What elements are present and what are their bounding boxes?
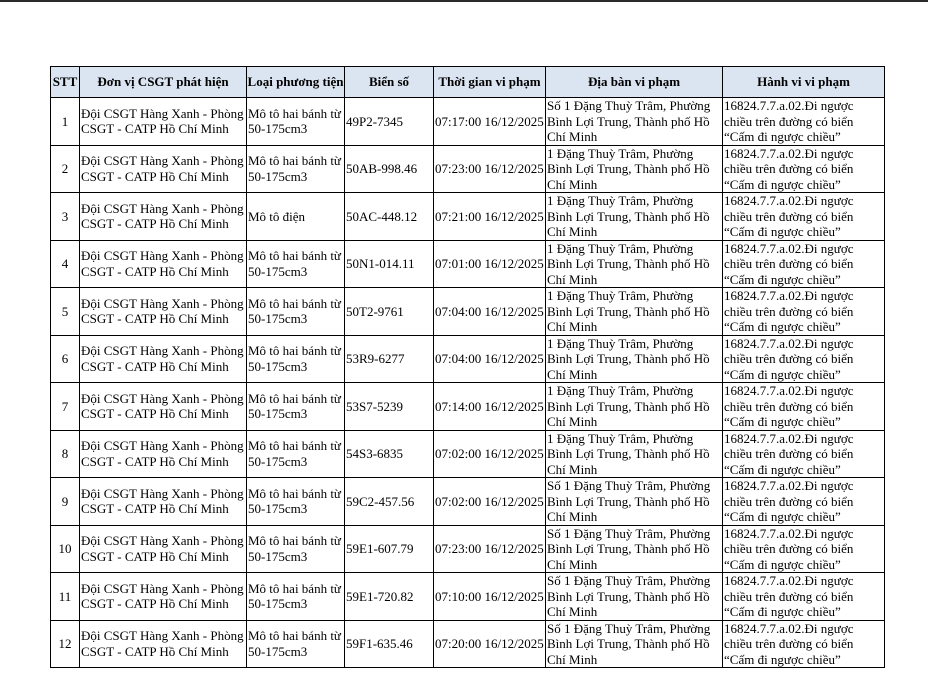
header-plate: Biển số xyxy=(345,67,434,98)
cell-time: 07:23:00 16/12/2025 xyxy=(434,525,546,573)
cell-act: 16824.7.7.a.02.Đi ngược chiều trên đường có biển “Cấm đi ngược chiều” xyxy=(723,240,885,288)
cell-time: 07:23:00 16/12/2025 xyxy=(434,145,546,193)
cell-act: 16824.7.7.a.02.Đi ngược chiều trên đường có biển “Cấm đi ngược chiều” xyxy=(723,335,885,383)
cell-plate: 53S7-5239 xyxy=(345,383,434,431)
cell-vehicle: Mô tô hai bánh từ 50-175cm3 xyxy=(247,98,345,146)
table-row xyxy=(51,383,885,431)
cell-stt: 2 xyxy=(51,145,80,193)
cell-stt: 8 xyxy=(51,430,80,478)
header-vehicle: Loại phương tiện xyxy=(247,67,345,98)
violations-table xyxy=(50,66,885,668)
cell-plate: 59F1-635.46 xyxy=(345,620,434,668)
cell-time: 07:01:00 16/12/2025 xyxy=(434,240,546,288)
cell-time: 07:10:00 16/12/2025 xyxy=(434,573,546,621)
header-row xyxy=(51,67,885,98)
cell-time: 07:17:00 16/12/2025 xyxy=(434,98,546,146)
header-place: Địa bàn vi phạm xyxy=(546,67,723,98)
cell-vehicle: Mô tô điện xyxy=(247,193,345,241)
cell-plate: 50N1-014.11 xyxy=(345,240,434,288)
cell-vehicle: Mô tô hai bánh từ 50-175cm3 xyxy=(247,525,345,573)
cell-place: 1 Đặng Thuỳ Trâm, Phường Bình Lợi Trung, Thành phố Hồ Chí Minh xyxy=(546,335,723,383)
cell-unit: Đội CSGT Hàng Xanh - Phòng CSGT - CATP Hồ Chí Minh xyxy=(80,383,247,431)
header-unit: Đơn vị CSGT phát hiện xyxy=(80,67,247,98)
cell-place: 1 Đặng Thuỳ Trâm, Phường Bình Lợi Trung, Thành phố Hồ Chí Minh xyxy=(546,288,723,336)
cell-unit: Đội CSGT Hàng Xanh - Phòng CSGT - CATP Hồ Chí Minh xyxy=(80,335,247,383)
cell-place: 1 Đặng Thuỳ Trâm, Phường Bình Lợi Trung, Thành phố Hồ Chí Minh xyxy=(546,430,723,478)
cell-plate: 54S3-6835 xyxy=(345,430,434,478)
cell-time: 07:02:00 16/12/2025 xyxy=(434,478,546,526)
cell-vehicle: Mô tô hai bánh từ 50-175cm3 xyxy=(247,145,345,193)
cell-place: Số 1 Đặng Thuỳ Trâm, Phường Bình Lợi Trung, Thành phố Hồ Chí Minh xyxy=(546,525,723,573)
cell-stt: 5 xyxy=(51,288,80,336)
table-row xyxy=(51,525,885,573)
cell-time: 07:20:00 16/12/2025 xyxy=(434,620,546,668)
header-time: Thời gian vi phạm xyxy=(434,67,546,98)
cell-place: 1 Đặng Thuỳ Trâm, Phường Bình Lợi Trung, Thành phố Hồ Chí Minh xyxy=(546,145,723,193)
cell-place: Số 1 Đặng Thuỳ Trâm, Phường Bình Lợi Trung, Thành phố Hồ Chí Minh xyxy=(546,620,723,668)
table-row xyxy=(51,193,885,241)
cell-unit: Đội CSGT Hàng Xanh - Phòng CSGT - CATP Hồ Chí Minh xyxy=(80,240,247,288)
cell-stt: 11 xyxy=(51,573,80,621)
cell-stt: 6 xyxy=(51,335,80,383)
cell-time: 07:04:00 16/12/2025 xyxy=(434,335,546,383)
cell-vehicle: Mô tô hai bánh từ 50-175cm3 xyxy=(247,240,345,288)
cell-place: Số 1 Đặng Thuỳ Trâm, Phường Bình Lợi Trung, Thành phố Hồ Chí Minh xyxy=(546,98,723,146)
cell-stt: 1 xyxy=(51,98,80,146)
cell-plate: 50AC-448.12 xyxy=(345,193,434,241)
cell-plate: 49P2-7345 xyxy=(345,98,434,146)
cell-unit: Đội CSGT Hàng Xanh - Phòng CSGT - CATP Hồ Chí Minh xyxy=(80,573,247,621)
table-row xyxy=(51,573,885,621)
cell-act: 16824.7.7.a.02.Đi ngược chiều trên đường có biển “Cấm đi ngược chiều” xyxy=(723,620,885,668)
cell-stt: 12 xyxy=(51,620,80,668)
table-header xyxy=(51,67,885,98)
table-row xyxy=(51,98,885,146)
cell-time: 07:04:00 16/12/2025 xyxy=(434,288,546,336)
cell-plate: 59C2-457.56 xyxy=(345,478,434,526)
table-row xyxy=(51,288,885,336)
cell-vehicle: Mô tô hai bánh từ 50-175cm3 xyxy=(247,478,345,526)
top-border-line xyxy=(0,0,928,2)
table-row xyxy=(51,335,885,383)
cell-unit: Đội CSGT Hàng Xanh - Phòng CSGT - CATP Hồ Chí Minh xyxy=(80,478,247,526)
cell-plate: 50T2-9761 xyxy=(345,288,434,336)
cell-plate: 59E1-607.79 xyxy=(345,525,434,573)
cell-stt: 9 xyxy=(51,478,80,526)
cell-act: 16824.7.7.a.02.Đi ngược chiều trên đường có biển “Cấm đi ngược chiều” xyxy=(723,193,885,241)
table-row xyxy=(51,620,885,668)
cell-stt: 3 xyxy=(51,193,80,241)
cell-time: 07:02:00 16/12/2025 xyxy=(434,430,546,478)
cell-vehicle: Mô tô hai bánh từ 50-175cm3 xyxy=(247,335,345,383)
cell-act: 16824.7.7.a.02.Đi ngược chiều trên đường có biển “Cấm đi ngược chiều” xyxy=(723,573,885,621)
table-row xyxy=(51,430,885,478)
cell-unit: Đội CSGT Hàng Xanh - Phòng CSGT - CATP Hồ Chí Minh xyxy=(80,430,247,478)
table-row xyxy=(51,240,885,288)
cell-plate: 53R9-6277 xyxy=(345,335,434,383)
cell-stt: 4 xyxy=(51,240,80,288)
cell-place: 1 Đặng Thuỳ Trâm, Phường Bình Lợi Trung, Thành phố Hồ Chí Minh xyxy=(546,240,723,288)
cell-act: 16824.7.7.a.02.Đi ngược chiều trên đường có biển “Cấm đi ngược chiều” xyxy=(723,478,885,526)
cell-act: 16824.7.7.a.02.Đi ngược chiều trên đường có biển “Cấm đi ngược chiều” xyxy=(723,145,885,193)
cell-unit: Đội CSGT Hàng Xanh - Phòng CSGT - CATP Hồ Chí Minh xyxy=(80,525,247,573)
cell-unit: Đội CSGT Hàng Xanh - Phòng CSGT - CATP Hồ Chí Minh xyxy=(80,193,247,241)
cell-vehicle: Mô tô hai bánh từ 50-175cm3 xyxy=(247,383,345,431)
cell-unit: Đội CSGT Hàng Xanh - Phòng CSGT - CATP Hồ Chí Minh xyxy=(80,98,247,146)
cell-place: 1 Đặng Thuỳ Trâm, Phường Bình Lợi Trung, Thành phố Hồ Chí Minh xyxy=(546,383,723,431)
cell-act: 16824.7.7.a.02.Đi ngược chiều trên đường có biển “Cấm đi ngược chiều” xyxy=(723,525,885,573)
cell-stt: 10 xyxy=(51,525,80,573)
cell-vehicle: Mô tô hai bánh từ 50-175cm3 xyxy=(247,288,345,336)
cell-act: 16824.7.7.a.02.Đi ngược chiều trên đường có biển “Cấm đi ngược chiều” xyxy=(723,383,885,431)
header-act: Hành vi vi phạm xyxy=(723,67,885,98)
cell-unit: Đội CSGT Hàng Xanh - Phòng CSGT - CATP Hồ Chí Minh xyxy=(80,145,247,193)
cell-act: 16824.7.7.a.02.Đi ngược chiều trên đường có biển “Cấm đi ngược chiều” xyxy=(723,98,885,146)
cell-act: 16824.7.7.a.02.Đi ngược chiều trên đường có biển “Cấm đi ngược chiều” xyxy=(723,430,885,478)
cell-time: 07:21:00 16/12/2025 xyxy=(434,193,546,241)
cell-act: 16824.7.7.a.02.Đi ngược chiều trên đường có biển “Cấm đi ngược chiều” xyxy=(723,288,885,336)
header-stt: STT xyxy=(51,67,80,98)
cell-stt: 7 xyxy=(51,383,80,431)
table-row xyxy=(51,478,885,526)
cell-vehicle: Mô tô hai bánh từ 50-175cm3 xyxy=(247,573,345,621)
cell-unit: Đội CSGT Hàng Xanh - Phòng CSGT - CATP Hồ Chí Minh xyxy=(80,620,247,668)
table-row xyxy=(51,145,885,193)
cell-time: 07:14:00 16/12/2025 xyxy=(434,383,546,431)
cell-place: Số 1 Đặng Thuỳ Trâm, Phường Bình Lợi Trung, Thành phố Hồ Chí Minh xyxy=(546,573,723,621)
cell-plate: 50AB-998.46 xyxy=(345,145,434,193)
cell-vehicle: Mô tô hai bánh từ 50-175cm3 xyxy=(247,620,345,668)
cell-vehicle: Mô tô hai bánh từ 50-175cm3 xyxy=(247,430,345,478)
cell-unit: Đội CSGT Hàng Xanh - Phòng CSGT - CATP Hồ Chí Minh xyxy=(80,288,247,336)
cell-place: Số 1 Đặng Thuỳ Trâm, Phường Bình Lợi Trung, Thành phố Hồ Chí Minh xyxy=(546,478,723,526)
cell-place: 1 Đặng Thuỳ Trâm, Phường Bình Lợi Trung, Thành phố Hồ Chí Minh xyxy=(546,193,723,241)
cell-plate: 59E1-720.82 xyxy=(345,573,434,621)
table-body xyxy=(51,98,885,668)
